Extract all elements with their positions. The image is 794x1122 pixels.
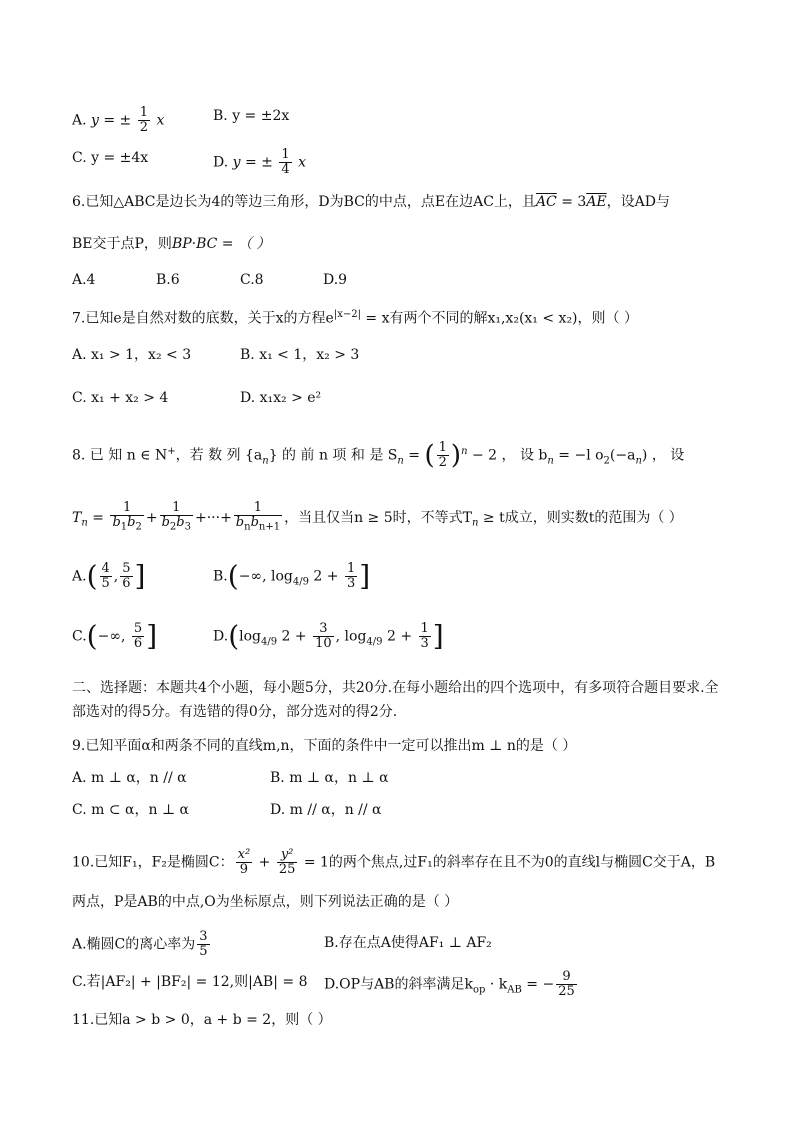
q6-vec-eq: = 3 xyxy=(556,194,587,210)
q5-option-a xyxy=(72,106,164,135)
q10-ellipse-den1: 9 xyxy=(239,862,249,877)
q10-option-b: B.存在点A使得AF₁ ⊥ AF₂ xyxy=(324,935,492,951)
q6-line2-text: BE交于点P，则 xyxy=(72,236,172,252)
q6-option-c: C.8 xyxy=(240,272,264,288)
q8-d-label: D. xyxy=(213,628,229,645)
q10-a-num: 3 xyxy=(199,929,208,944)
q8-half-num: 1 xyxy=(438,440,447,455)
q5-a-var: x xyxy=(156,112,165,129)
q7-option-d: D. x₁x₂ > e² xyxy=(240,390,322,406)
q7-option-b: B. x₁ < 1，x₂ > 3 xyxy=(240,347,360,363)
q7-stem xyxy=(72,305,638,329)
q10-stem-line1 xyxy=(72,848,715,877)
q8-l1f: = −l o xyxy=(553,447,604,464)
q10-d-den: 25 xyxy=(558,984,575,999)
q10-option-a xyxy=(72,930,212,959)
q8-d-tail: 2 + xyxy=(382,628,417,645)
q5-d-num: 1 xyxy=(281,147,290,162)
q10-d-sub2: AB xyxy=(507,984,522,996)
q7-option-c: C. x₁ + x₂ > 4 xyxy=(72,390,169,406)
q8-d-sub2: 4/9 xyxy=(366,636,383,648)
q5-a-prefix: y = ± xyxy=(91,112,132,129)
q6-option-a: A.4 xyxy=(72,272,96,288)
q6-option-b: B.6 xyxy=(156,272,180,288)
q8-stem-line1: 8. 已 知 n ∈ N+，若 数 列 $\{a_n\}$ 的 前 n 项 和 是 $S_n$ = ( $\frac{1}{2}$ )$^n$ − 2 ， 设 $b_n = -l$ $o_2(-a_n)$ ， 设 xyxy=(72,440,685,471)
q8-tn-label: T xyxy=(72,509,82,526)
q8-l1g: (−a xyxy=(609,447,636,464)
q8-l1a: 8. 已 知 n ∈ N xyxy=(72,447,168,464)
q8-c-num: 5 xyxy=(133,621,143,636)
q8-b-tail: 2 + xyxy=(308,568,343,585)
q10-option-c: C.若|AF₂| + |BF₂| = 12,则|AB| = 8 xyxy=(72,974,308,990)
q8-a-v1d: 5 xyxy=(101,576,110,591)
q6-option-d: D.9 xyxy=(323,272,348,288)
q8-d-text2: , log xyxy=(335,628,367,645)
q5-a-den: 2 xyxy=(139,120,149,135)
q8-stem-line2: $T_n$ = $\frac{1}{b_1b_2}$ + $\frac{1}{b_2b_3}$ +···+ $\frac{1}{b_nb_{n+1}}$ ，当且仅当n ≥ 5时，不等式$T_n \ge t$成立，则实数t的范围为（ ） xyxy=(72,500,683,533)
q8-l1b: ，若 数 列 {a xyxy=(175,447,263,464)
q10-d-eq: = − xyxy=(521,976,555,993)
q10-ellipse-num1: x² xyxy=(237,847,251,862)
q6-vector-ae: $\overline{AE}$ xyxy=(586,194,607,210)
q8-b-sub: 4/9 xyxy=(292,576,309,588)
q8-option-a: A.( $\frac{4}{5}$ , $\frac{5}{6}$ ] xyxy=(72,559,146,593)
q5-a-fraction xyxy=(138,106,150,135)
q5-d-label: D. xyxy=(213,154,229,171)
q8-c-den: 6 xyxy=(133,636,143,651)
q6-stem-line1 xyxy=(72,192,670,212)
q9-option-b: B. m ⊥ α，n ⊥ α xyxy=(270,770,389,786)
q7-option-a: A. x₁ > 1，x₂ < 3 xyxy=(72,347,192,363)
q8-option-c: C.(−∞, $\frac{5}{6}$ ] xyxy=(72,619,158,653)
q8-d-num1: 3 xyxy=(313,622,334,637)
q8-c-text: −∞, xyxy=(97,628,130,645)
q9-stem: 9.已知平面α和两条不同的直线m,n，下面的条件中一定可以推出m ⊥ n的是（ ） xyxy=(72,738,577,754)
q8-half-fraction xyxy=(437,441,449,470)
q10-d-mid: · k xyxy=(485,976,508,993)
q10-option-d xyxy=(324,970,579,1000)
q10-d-sub1: op xyxy=(472,984,486,996)
q8-b-num: 1 xyxy=(346,561,356,576)
section-2-instructions: 二、选择题：本题共4个小题，每小题5分，共20分.在每小题给出的四个选项中，有多项符合题目要求.全部选对的得5分。有选错的得0分，部分选对的得2分. xyxy=(72,680,719,720)
q8-d-num2: 1 xyxy=(420,621,429,636)
q10-ellipse-plus: + xyxy=(254,854,275,871)
q8-a-label: A. xyxy=(72,568,87,585)
q8-c-label: C. xyxy=(72,628,87,645)
q8-l1-sup: + xyxy=(167,445,176,457)
q8-d-text1: log xyxy=(239,628,261,645)
q5-option-d xyxy=(213,148,306,177)
q7-exponent: |x−2| xyxy=(333,309,361,320)
q10-d-num: 9 xyxy=(556,970,577,985)
q8-a-v2n: 5 xyxy=(122,561,131,576)
q10-ellipse-num2: y² xyxy=(277,848,298,863)
q8-l1e: − 2 ， 设 b xyxy=(467,447,548,464)
q8-l1h: ) ， 设 xyxy=(641,447,685,464)
q7-line-text: 7.已知e是自然对数的底数，关于x的方程e xyxy=(72,310,334,327)
q5-a-label: A. xyxy=(72,112,87,129)
q6-line1-text: 6.已知△ABC是边长为4的等边三角形，D为BC的中点，点E在边AC上，且 xyxy=(72,194,536,210)
q10-d-text: D.OP与AB的斜率满足k xyxy=(324,976,473,993)
q6-stem-line2 xyxy=(72,234,270,254)
q5-d-var: x xyxy=(298,154,307,171)
q8-half-den: 2 xyxy=(438,455,447,470)
q11-stem: 11.已知a > b > 0，a + b = 2，则（ ） xyxy=(72,1012,332,1028)
q7-line-tail: = x有两个不同的解x₁,x₂(x₁ < x₂)，则（ ） xyxy=(360,310,638,327)
q10-l1a: 10.已知F₁，F₂是椭圆C： xyxy=(72,854,234,871)
q9-option-d: D. m // α，n // α xyxy=(270,802,382,818)
q5-option-c: C. y = ±4x xyxy=(72,150,149,166)
q6-vector-ac: $\overline{AC}$ xyxy=(535,194,557,210)
q8-d-den2: 3 xyxy=(420,636,429,651)
q10-a-text: A.椭圆C的离心率为 xyxy=(72,936,196,953)
q8-l1d: = xyxy=(403,447,425,464)
q5-d-prefix: y = ± xyxy=(232,154,273,171)
q8-a-v1n: 4 xyxy=(101,561,110,576)
q8-b-den: 3 xyxy=(346,576,356,591)
q5-option-b: B. y = ±2x xyxy=(213,108,290,124)
q8-a-v2d: 6 xyxy=(122,576,131,591)
q8-l1c: } 的 前 n 项 和 是 S xyxy=(268,447,398,464)
q9-option-c: C. m ⊂ α，n ⊥ α xyxy=(72,802,190,818)
q6-dot-product: BP·BC = （ ） xyxy=(171,236,271,252)
q8-b-label: B. xyxy=(213,568,228,585)
q8-d-sub1: 4/9 xyxy=(261,636,278,648)
q8-tn-tail: ，当且仅当n ≥ 5时，不等式T xyxy=(284,509,472,526)
q10-stem-line2: 两点，P是AB的中点,O为坐标原点，则下列说法正确的是（ ） xyxy=(72,894,459,910)
q8-tn-tail2: ≥ t成立，则实数t的范围为（ ） xyxy=(478,509,683,526)
q8-b-text: −∞, log xyxy=(238,568,293,585)
q10-ellipse-den2: 25 xyxy=(278,862,296,877)
q6-line1-tail: ，设AD与 xyxy=(606,194,670,210)
q5-d-fraction xyxy=(279,148,291,177)
q8-d-mid: 2 + xyxy=(277,628,312,645)
q5-a-num: 1 xyxy=(139,105,149,120)
q5-d-den: 4 xyxy=(281,162,290,177)
q10-l1b: = 1的两个焦点,过F₁的斜率存在且不为0的直线l与椭圆C交于A，B xyxy=(299,854,716,871)
q8-option-b: B.(−∞, $\log_{4/9} 2$ + $\frac{1}{3}$ ] xyxy=(213,559,371,593)
q9-option-a: A. m ⊥ α，n // α xyxy=(72,770,187,786)
q10-a-den: 5 xyxy=(199,944,208,959)
q8-d-den1: 10 xyxy=(315,636,332,651)
q8-option-d: $D.(\log_{4/9}$ 2 + $\frac{3}{10}$ , $\log_{4/9} 2$ + $\frac{1}{3}$ ] xyxy=(213,619,444,653)
